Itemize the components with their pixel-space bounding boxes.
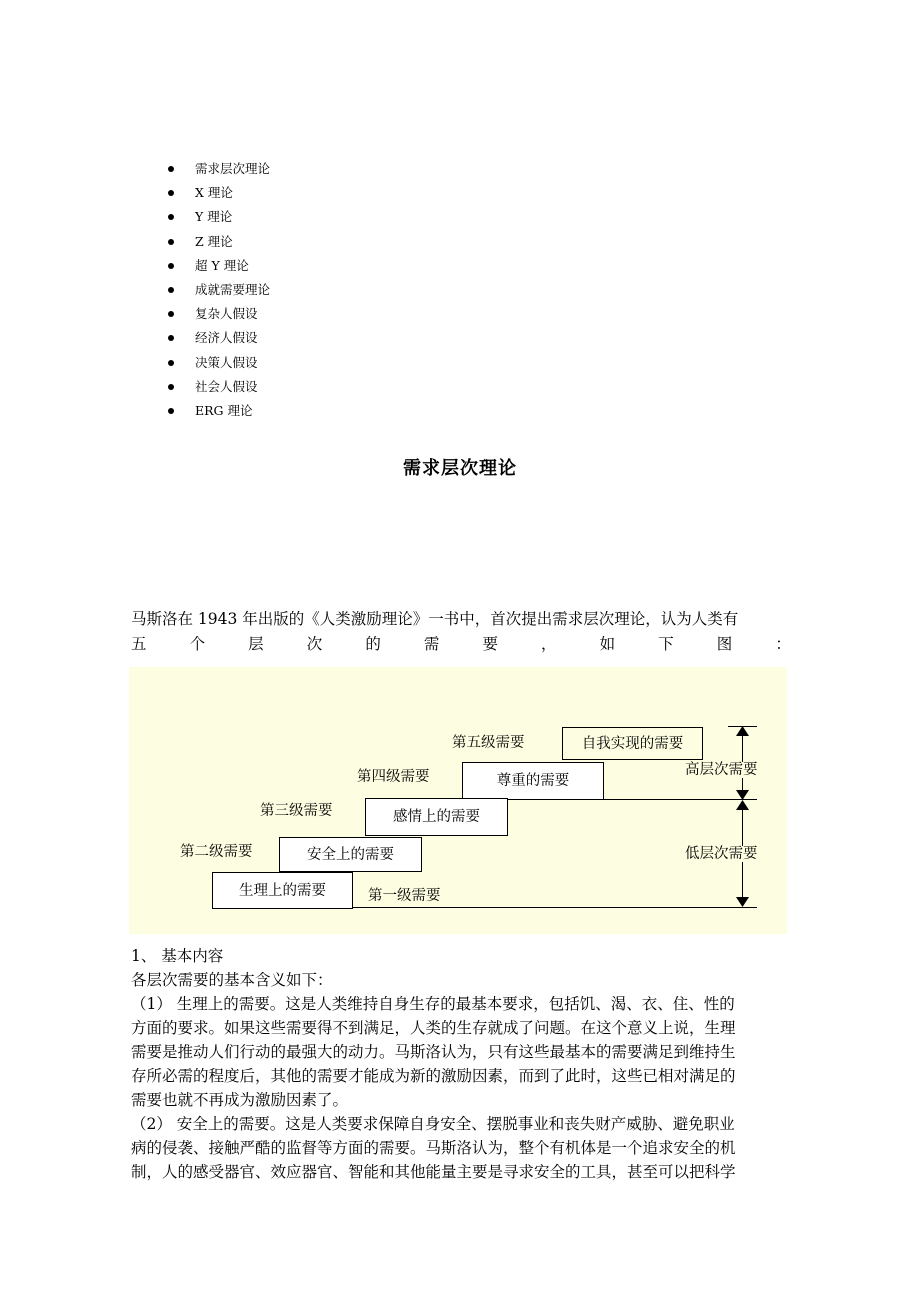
intro-char: 五 [131, 635, 147, 653]
low-level-label: 低层次需要 [685, 846, 758, 862]
intro-line-1: 马斯洛在 1943 年出版的《人类激励理论》一书中，首次提出需求层次理论，认为人类有 [131, 610, 739, 628]
toc-item[interactable]: 超 Y 理论 [160, 255, 270, 279]
body-line: 需要是推动人们行动的最强大的动力。马斯洛认为，只有这些最基本的需要满足到维持生 [131, 1043, 736, 1061]
intro-line-2 [131, 632, 791, 656]
body-text [131, 944, 791, 1184]
level-1-text: 生理上的需要 [239, 882, 326, 899]
toc-item[interactable]: 复杂人假设 [160, 303, 270, 327]
toc-item[interactable]: Y 理论 [160, 206, 270, 230]
level-3-box [365, 798, 508, 836]
toc-list [160, 158, 270, 424]
level-3-label: 第三级需要 [260, 803, 333, 819]
body-line: 制，人的感受器官、效应器官、智能和其他能量主要是寻求安全的工具，甚至可以把科学 [131, 1163, 736, 1181]
body-line: 各层次需要的基本含义如下： [131, 971, 333, 989]
intro-char: 需 [423, 635, 440, 653]
divider-line [604, 799, 757, 800]
intro-char: 要 [482, 635, 498, 653]
level-4-label: 第四级需要 [357, 769, 430, 785]
toc-item[interactable]: 成就需要理论 [160, 279, 270, 303]
body-line: （2） 安全上的需要。这是人类要求保障自身安全、摆脱事业和丧失财产威胁、避免职业 [131, 1115, 735, 1133]
toc-item[interactable]: X 理论 [160, 182, 270, 206]
intro-char: 次 [306, 635, 323, 653]
level-2-box [279, 837, 422, 872]
toc-item[interactable]: ERG 理论 [160, 400, 270, 424]
level-3-text: 感情上的需要 [393, 809, 480, 825]
intro-char: 个 [189, 635, 206, 653]
arrow-down-icon [736, 897, 749, 907]
intro-char: ： [775, 635, 791, 653]
level-4-text: 尊重的需要 [496, 773, 570, 789]
baseline [353, 907, 757, 908]
toc-item[interactable]: 社会人假设 [160, 376, 270, 400]
arrow-up-icon [736, 726, 749, 736]
body-line: 方面的要求。如果这些需要得不到满足，人类的生存就成了问题。在这个意义上说，生理 [131, 1019, 736, 1037]
intro-char: 的 [365, 635, 381, 653]
level-5-box [562, 727, 703, 760]
level-5-text: 自我实现的需要 [581, 735, 684, 752]
level-2-label: 第二级需要 [180, 844, 253, 860]
intro-char: 如 [599, 635, 616, 653]
body-line: 需要也就不再成为激励因素了。 [131, 1091, 349, 1109]
level-1-box [212, 872, 353, 909]
level-5-label: 第五级需要 [452, 735, 525, 751]
level-4-box [462, 762, 604, 800]
level-1-label: 第一级需要 [368, 888, 441, 904]
toc-item[interactable]: Z 理论 [160, 231, 270, 255]
intro-char: 层 [248, 635, 264, 653]
body-line: 存所必需的程度后，其他的需要才能成为新的激励因素，而到了此时，这些已相对满足的 [131, 1067, 736, 1085]
page-title: 需求层次理论 [403, 458, 517, 479]
body-line: 病的侵袭、接触严酷的监督等方面的需要。马斯洛认为，整个有机体是一个追求安全的机 [131, 1139, 736, 1157]
intro-char: ， [541, 635, 557, 653]
toc-item[interactable]: 经济人假设 [160, 327, 270, 351]
toc-item[interactable]: 决策人假设 [160, 352, 270, 376]
high-level-label: 高层次需要 [685, 762, 758, 778]
body-line: （1） 生理上的需要。这是人类维持自身生存的最基本要求，包括饥、渴、衣、住、性的 [131, 995, 735, 1013]
hierarchy-diagram [129, 667, 787, 934]
intro-char: 下 [658, 635, 674, 653]
arrow-down-icon [736, 790, 749, 800]
intro-char: 图 [716, 635, 733, 653]
toc-item[interactable]: 需求层次理论 [160, 158, 270, 182]
arrow-up-icon [736, 800, 749, 810]
section-heading: 1、 基本内容 [131, 947, 224, 965]
level-2-text: 安全上的需要 [307, 846, 394, 863]
